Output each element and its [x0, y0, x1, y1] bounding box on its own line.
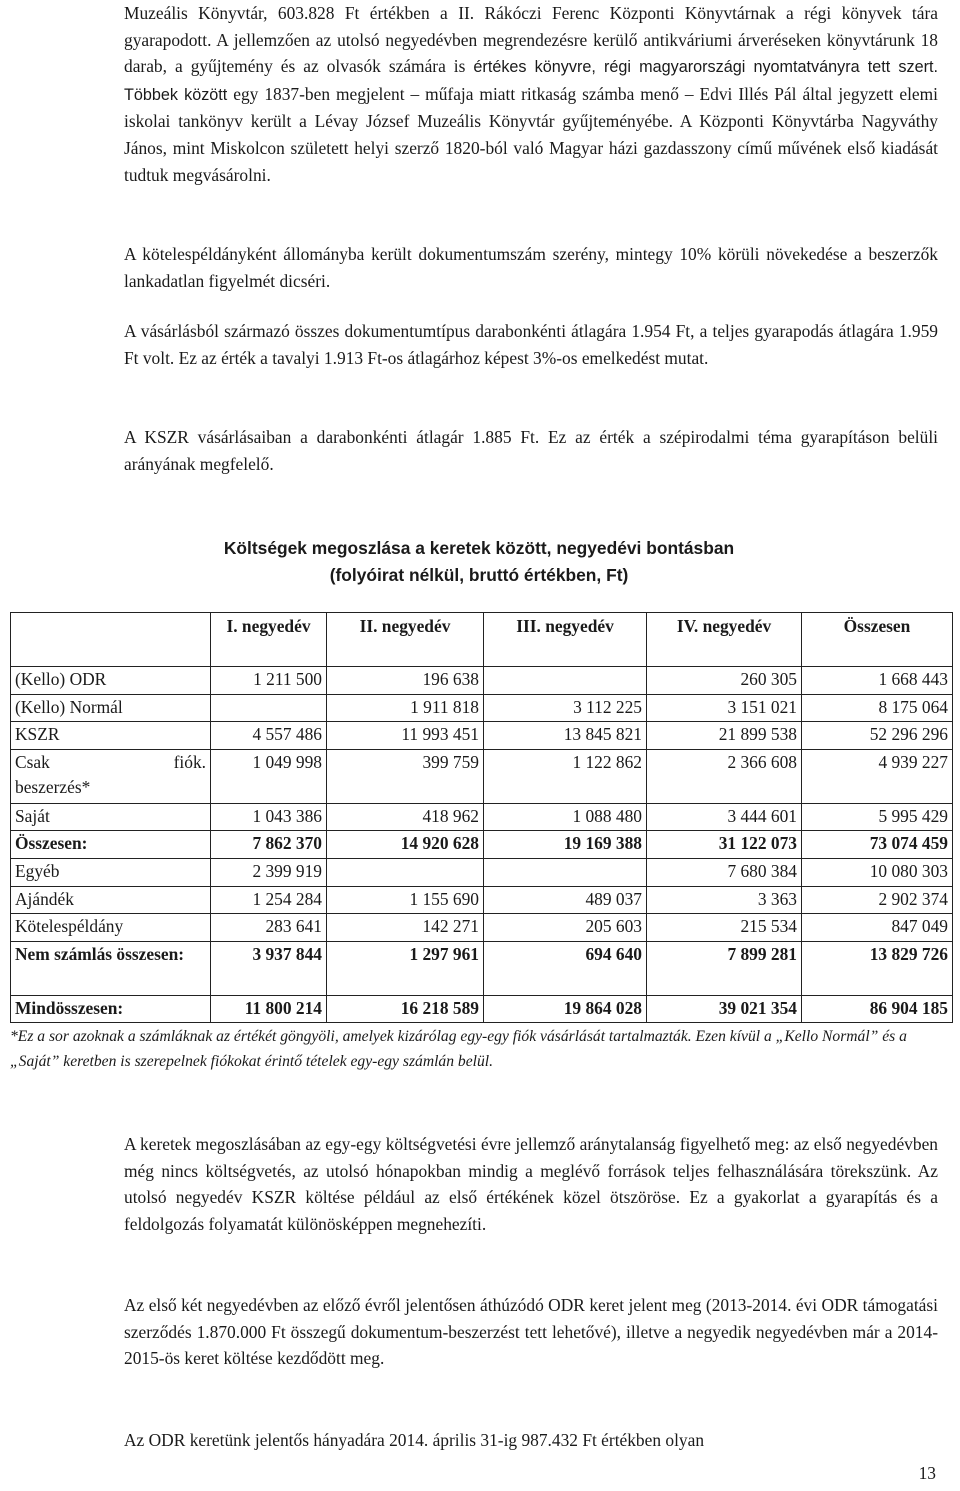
row-label: Egyéb [11, 858, 211, 886]
table-cell: 13 845 821 [484, 722, 647, 750]
table-cell: 196 638 [327, 667, 484, 695]
row-label: Mindösszesen: [11, 995, 211, 1023]
header-cell-q1: I. negyedév [211, 613, 327, 667]
table-cell: 215 534 [647, 914, 802, 942]
table-cell: 283 641 [211, 914, 327, 942]
row-label: Ajándék [11, 886, 211, 914]
table-cell: 1 911 818 [327, 694, 484, 722]
table-cell: 1 088 480 [484, 803, 647, 831]
table-cell: 3 363 [647, 886, 802, 914]
table-row [11, 749, 953, 803]
paragraph-4: A KSZR vásárlásaiban a darabonkénti átlagár 1.885 Ft. Ez az érték a szépirodalmi téma gyarapításon belüli arányának megfelelő. [124, 427, 938, 474]
header-cell-total: Összesen [802, 613, 953, 667]
row-label: (Kello) ODR [11, 667, 211, 695]
table-cell: 7 862 370 [211, 831, 327, 859]
table-cell: 16 218 589 [327, 995, 484, 1023]
table-cell: 847 049 [802, 914, 953, 942]
paragraph-2: A kötelespéldányként állományba került dokumentumszám szerény, mintegy 10% körüli növekedése a beszerzők lankadatlan figyelmét dicséri. [124, 244, 938, 291]
row-label: (Kello) Normál [11, 694, 211, 722]
paragraph-1-part-sans: értékes könyvre, régi magyarországi nyomtatványra tett szert. Többek között [124, 58, 938, 104]
header-cell-q3: III. negyedév [484, 613, 647, 667]
table-row [11, 858, 953, 886]
row-label: KSZR [11, 722, 211, 750]
table-cell: 1 049 998 [211, 749, 327, 803]
table-cell: 1 122 862 [484, 749, 647, 803]
table-cell: 694 640 [484, 941, 647, 995]
table-cell: 7 899 281 [647, 941, 802, 995]
table-cell: 3 112 225 [484, 694, 647, 722]
table-cell: 5 995 429 [802, 803, 953, 831]
table-footnote: *Ez a sor azoknak a számláknak az értékét göngyöli, amelyek kizárólag egy-egy fiók vásárlását tartalmazták. Ezen kívül a „Kello Normál” és a „Saját” keretben is szerepelnek fiókokat érintő tételek egy-egy számlán belül. [10, 1028, 907, 1070]
table-cell: 418 962 [327, 803, 484, 831]
row-label [11, 749, 211, 803]
table-cell: 73 074 459 [802, 831, 953, 859]
table-row-subtotal [11, 941, 953, 995]
page-number: 13 [918, 1463, 936, 1483]
header-cell-q4: IV. negyedév [647, 613, 802, 667]
table-cell [484, 858, 647, 886]
table-row-grand-total [11, 995, 953, 1023]
table-cell: 13 829 726 [802, 941, 953, 995]
table-cell: 11 800 214 [211, 995, 327, 1023]
table-row [11, 803, 953, 831]
table-cell: 142 271 [327, 914, 484, 942]
table-cell: 39 021 354 [647, 995, 802, 1023]
table-cell: 11 993 451 [327, 722, 484, 750]
paragraph-1-part-a: Muzeális Könyvtár, 603.828 Ft értékben a II. Rákóczi Ferenc Központi Könyvtárnak a régi könyvek tára gyarapodott. A jellemzően az utolsó negyedévben megrendezésre kerülő antikváriumi árveréseken könyvtárunk 18 darab, a gyűjtemény és az olvasók számára is [124, 3, 938, 77]
table-cell: 260 305 [647, 667, 802, 695]
row-label: Kötelespéldány [11, 914, 211, 942]
row-label: Nem számlás összesen: [11, 941, 211, 995]
row-label: Saját [11, 803, 211, 831]
paragraph-3: A vásárlásból származó összes dokumentumtípus darabonkénti átlagára 1.954 Ft, a teljes gyarapodás átlagára 1.959 Ft volt. Ez az érték a tavalyi 1.913 Ft-os átlagárhoz képest 3%-os emelkedést mutat. [124, 321, 938, 368]
table-cell: 19 864 028 [484, 995, 647, 1023]
table-cell [211, 694, 327, 722]
paragraph-6: Az első két negyedévben az előző évről jelentősen áthúzódó ODR keret jelent meg (2013-2014. évi ODR támogatási szerződés 1.870.000 Ft összegű dokumentum-beszerzést tett lehetővé), illetve a negyedik negyedévben már a 2014-2015-ös keret költése kezdődött meg. [124, 1295, 938, 1369]
table-cell: 2 902 374 [802, 886, 953, 914]
table-row [11, 722, 953, 750]
table-cell: 4 557 486 [211, 722, 327, 750]
table-cell: 7 680 384 [647, 858, 802, 886]
table-title-line-1: Költségek megoszlása a keretek között, negyedévi bontásban [223, 538, 735, 558]
table-cell: 52 296 296 [802, 722, 953, 750]
table-cell: 21 899 538 [647, 722, 802, 750]
table-cell: 10 080 303 [802, 858, 953, 886]
paragraph-7: Az ODR keretünk jelentős hányadára 2014. április 31-ig 987.432 Ft értékben olyan [124, 1430, 705, 1450]
cost-distribution-table [10, 612, 953, 1023]
table-cell: 1 668 443 [802, 667, 953, 695]
table-row [11, 667, 953, 695]
table-cell: 3 937 844 [211, 941, 327, 995]
paragraph-5: A keretek megoszlásában az egy-egy költségvetési évre jellemző aránytalanság figyelhető meg: az első negyedévben még nincs költségvetés, az utolsó hónapokban mindig a meglévő források teljes felhasználására törekszünk. Az utolsó negyedév KSZR költése például az első értékének közel ötszöröse. Ez a gyakorlat a gyarapítás és a feldolgozás folyamatát különösképpen megnehezíti. [124, 1134, 938, 1234]
table-row [11, 886, 953, 914]
table-row [11, 694, 953, 722]
table-title-line-2: (folyóirat nélkül, bruttó értékben, Ft) [329, 565, 629, 585]
table-cell: 2 366 608 [647, 749, 802, 803]
table-cell: 489 037 [484, 886, 647, 914]
row-label-line-2: beszerzés* [15, 777, 91, 798]
table-cell: 1 211 500 [211, 667, 327, 695]
table-row-subtotal [11, 831, 953, 859]
table-cell [327, 858, 484, 886]
table-cell: 399 759 [327, 749, 484, 803]
table-cell: 8 175 064 [802, 694, 953, 722]
header-cell-empty [11, 613, 211, 667]
header-cell-q2: II. negyedév [327, 613, 484, 667]
table-cell: 4 939 227 [802, 749, 953, 803]
table-cell: 1 254 284 [211, 886, 327, 914]
table-cell: 1 043 386 [211, 803, 327, 831]
table-cell: 19 169 388 [484, 831, 647, 859]
row-label-line-1: Csak fiók. [15, 751, 206, 772]
table-cell: 1 155 690 [327, 886, 484, 914]
table-cell: 2 399 919 [211, 858, 327, 886]
table-cell [484, 667, 647, 695]
table-cell: 1 297 961 [327, 941, 484, 995]
row-label: Összesen: [11, 831, 211, 859]
paragraph-1-part-b: egy 1837-ben megjelent – műfaja miatt ritkaság számba menő – Edvi Illés Pál által jegyzett elemi iskolai tankönyv került a Lévay József Muzeális Könyvtár gyűjteményébe. A Központi Könyvtárba Nagyváthy János, mint Miskolcon született helyi szerző 1820-ból való Magyar házi gazdasszony című művének első kiadását tudtuk megvásárolni. [124, 83, 938, 185]
table-cell: 3 444 601 [647, 803, 802, 831]
table-cell: 14 920 628 [327, 831, 484, 859]
table-cell: 3 151 021 [647, 694, 802, 722]
paragraph-1 [124, 0, 938, 188]
table-cell: 31 122 073 [647, 831, 802, 859]
table-header-row [11, 613, 953, 667]
table-row [11, 914, 953, 942]
table-cell: 86 904 185 [802, 995, 953, 1023]
table-cell: 205 603 [484, 914, 647, 942]
